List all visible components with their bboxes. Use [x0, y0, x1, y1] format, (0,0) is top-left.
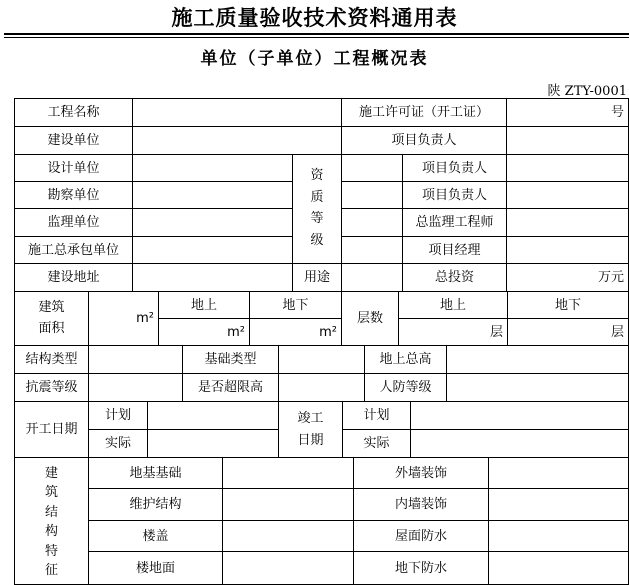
exceeds-height-limit-field[interactable]	[279, 374, 364, 401]
label-seismic-grade: 抗震等级	[25, 380, 78, 395]
label-project-name: 工程名称	[47, 105, 100, 120]
address-field[interactable]	[133, 264, 292, 291]
label-completion-plan: 计划	[363, 408, 390, 423]
usage-field[interactable]	[342, 264, 402, 291]
builder-unit-field[interactable]	[133, 127, 341, 154]
start-actual-field[interactable]	[148, 430, 278, 457]
building-features-char: 结	[44, 504, 58, 520]
floors-below-field[interactable]: 层	[610, 324, 624, 340]
label-start-plan: 计划	[104, 408, 131, 423]
label-project-manager: 项目经理	[428, 242, 481, 258]
label-civil-defense-grade: 人防等级	[379, 380, 432, 395]
supervision-unit-field[interactable]	[133, 209, 292, 236]
label-survey-unit: 勘察单位	[47, 187, 100, 203]
general-contractor-field[interactable]	[133, 237, 292, 263]
building-features-char: 建	[44, 465, 58, 481]
label-floors: 层数	[356, 311, 383, 326]
total-area-field[interactable]: m²	[136, 311, 154, 326]
basement-waterproofing-field[interactable]	[489, 552, 628, 584]
qualification-char: 等	[310, 211, 324, 227]
exterior-decoration-field[interactable]	[489, 458, 628, 488]
completion-date-line: 竣工	[297, 411, 324, 427]
label-supervision-unit: 监理单位	[47, 215, 100, 230]
label-building-features	[15, 460, 88, 584]
label-roof-waterproofing: 屋面防水	[394, 528, 447, 544]
label-exceeds-height-limit: 是否超限高	[197, 380, 263, 395]
building-features-char: 筑	[44, 485, 58, 501]
page-title: 施工质量验收技术资料通用表	[171, 5, 458, 30]
structure-type-field[interactable]	[89, 346, 182, 373]
building-features-char: 特	[44, 543, 58, 559]
roof-waterproofing-field[interactable]	[489, 521, 628, 551]
label-usage: 用途	[303, 270, 330, 285]
area-above-field[interactable]: m²	[227, 324, 245, 340]
label-address: 建设地址	[47, 270, 100, 285]
above-ground-height-field[interactable]	[447, 346, 628, 373]
label-chief-supervisor: 总监理工程师	[415, 215, 494, 230]
label-builder-unit: 建设单位	[47, 133, 100, 148]
permit-number-field[interactable]: 号	[610, 105, 624, 120]
design-leader-field[interactable]	[507, 155, 628, 181]
label-building-area	[15, 294, 88, 342]
design-unit-field[interactable]	[133, 155, 292, 181]
interior-decoration-field[interactable]	[489, 489, 628, 520]
label-survey-leader: 项目负责人	[421, 187, 487, 203]
civil-defense-grade-field[interactable]	[447, 374, 628, 401]
label-general-contractor: 施工总承包单位	[27, 242, 119, 258]
label-exterior-decoration: 外墙装饰	[394, 465, 447, 481]
survey-leader-field[interactable]	[507, 182, 628, 208]
label-completion-date	[279, 404, 342, 455]
building-features-char: 构	[44, 524, 58, 540]
building-area-line: 面积	[38, 320, 65, 336]
qualification-char: 资	[310, 167, 324, 183]
label-floors-above: 地上	[439, 297, 466, 313]
label-basement-waterproofing: 地下防水	[394, 560, 447, 576]
survey-unit-field[interactable]	[133, 182, 292, 208]
qualification-char: 质	[310, 189, 324, 205]
label-foundation: 地基基础	[129, 465, 182, 481]
form-subtitle: 单位（子单位）工程概况表	[200, 49, 429, 69]
label-design-leader: 项目负责人	[421, 160, 487, 176]
floors-above-field[interactable]: 层	[489, 324, 503, 340]
label-floor-slab: 楼盖	[142, 528, 169, 544]
project-name-field[interactable]	[133, 99, 341, 126]
label-total-investment: 总投资	[434, 270, 474, 285]
total-investment-field[interactable]: 万元	[597, 270, 624, 285]
area-below-field[interactable]: m²	[319, 324, 337, 340]
label-enclosure-structure: 维护结构	[129, 497, 182, 512]
start-plan-field[interactable]	[148, 402, 278, 429]
label-start-actual: 实际	[104, 436, 131, 451]
floor-surface-field[interactable]	[223, 552, 353, 584]
completion-date-line: 日期	[297, 432, 324, 448]
building-features-char: 征	[44, 563, 58, 579]
label-builder-leader: 项目负责人	[391, 133, 457, 148]
label-construction-permit: 施工许可证（开工证）	[358, 105, 489, 120]
label-qualification-grade	[293, 160, 341, 256]
label-area-above: 地上	[190, 297, 217, 313]
label-foundation-type: 基础类型	[204, 352, 257, 367]
builder-leader-field[interactable]	[507, 127, 628, 154]
label-interior-decoration: 内墙装饰	[394, 497, 447, 512]
seismic-grade-field[interactable]	[89, 374, 182, 401]
label-floors-below: 地下	[554, 297, 581, 313]
completion-actual-field[interactable]	[411, 430, 628, 457]
foundation-type-field[interactable]	[279, 346, 364, 373]
label-area-below: 地下	[282, 297, 309, 313]
foundation-field[interactable]	[223, 458, 353, 488]
label-above-ground-height: 地上总高	[379, 352, 432, 367]
label-start-date: 开工日期	[25, 422, 78, 437]
qualification-char: 级	[310, 233, 324, 249]
form-code: 陕 ZTY-0001	[547, 84, 627, 99]
floor-slab-field[interactable]	[223, 521, 353, 551]
building-area-line: 建筑	[38, 300, 65, 316]
label-structure-type: 结构类型	[25, 352, 78, 367]
completion-plan-field[interactable]	[411, 402, 628, 429]
project-manager-field[interactable]	[507, 237, 628, 263]
label-floor-surface: 楼地面	[135, 560, 175, 576]
enclosure-structure-field[interactable]	[223, 489, 353, 520]
label-design-unit: 设计单位	[47, 160, 100, 176]
chief-supervisor-field[interactable]	[507, 209, 628, 236]
label-completion-actual: 实际	[363, 436, 390, 451]
